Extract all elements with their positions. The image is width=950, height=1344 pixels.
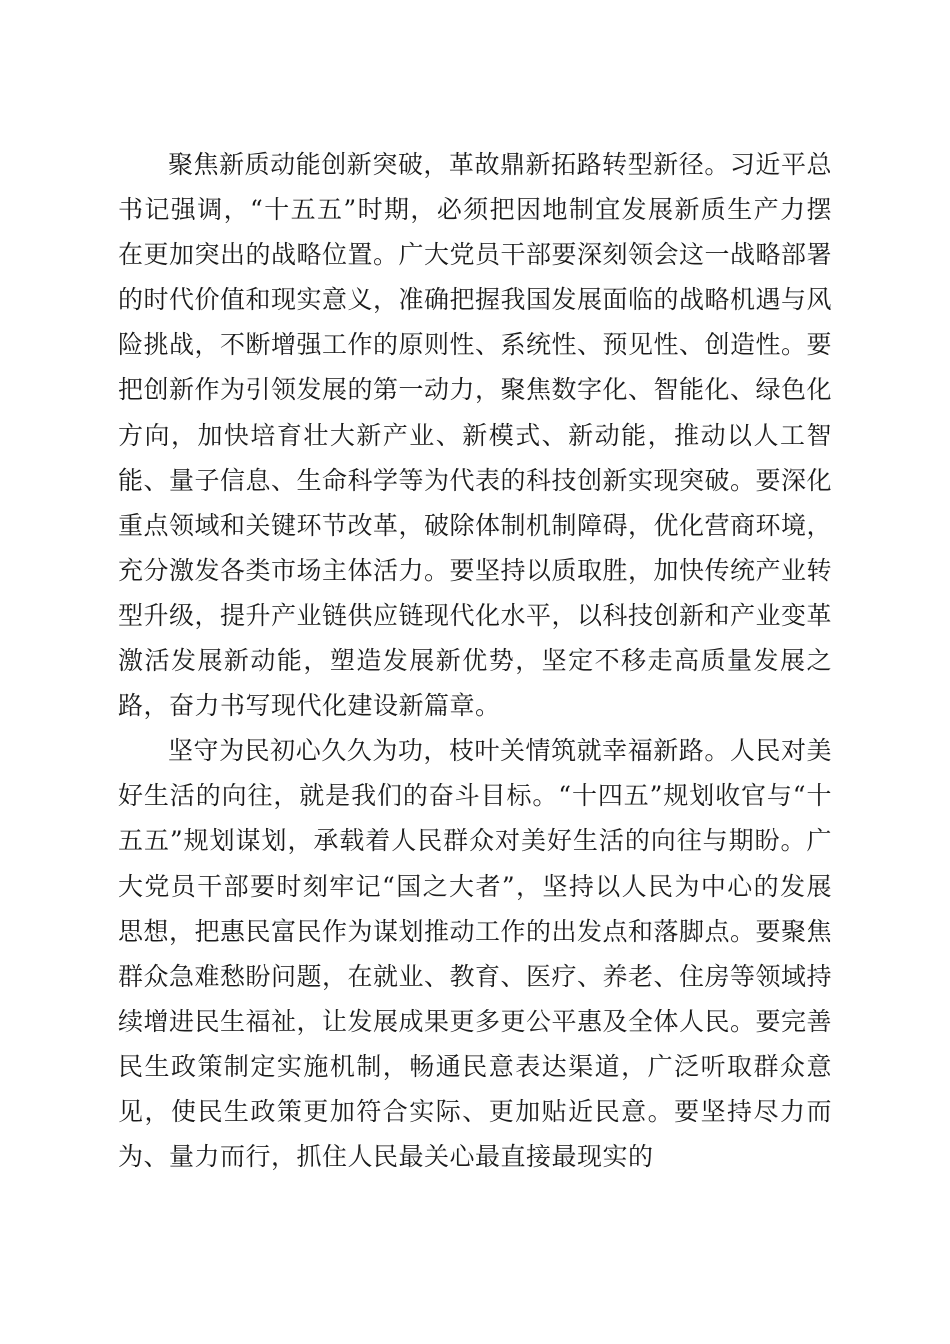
body-text [118, 142, 832, 1179]
paragraph-innovation: 聚焦新质动能创新突破，革故鼎新拓路转型新径。习近平总书记强调，“十五五”时期，必须把因地制宜发展新质生产力摆在更加突出的战略位置。广大党员干部要深刻领会这一战略部署的时代价值和现实意义，准确把握我国发展面临的战略机遇与风险挑战，不断增强工作的原则性、系统性、预见性、创造性。要把创新作为引领发展的第一动力，聚焦数字化、智能化、绿色化方向，加快培育壮大新产业、新模式、新动能，推动以人工智能、量子信息、生命科学等为代表的科技创新实现突破。要深化重点领域和关键环节改革，破除体制机制障碍，优化营商环境，充分激发各类市场主体活力。要坚持以质取胜，加快传统产业转型升级，提升产业链供应链现代化水平，以科技创新和产业变革激活发展新动能，塑造发展新优势，坚定不移走高质量发展之路，奋力书写现代化建设新篇章。 [118, 150, 833, 721]
paragraph-people: 坚守为民初心久久为功，枝叶关情筑就幸福新路。人民对美好生活的向往，就是我们的奋斗目标。“十四五”规划收官与“十五五”规划谋划，承载着人民群众对美好生活的向往与期盼。广大党员干部要时刻牢记“国之大者”，坚持以人民为中心的发展思想，把惠民富民作为谋划推动工作的出发点和落脚点。要聚焦群众急难愁盼问题，在就业、教育、医疗、养老、住房等领域持续增进民生福祉，让发展成果更多更公平惠及全体人民。要完善民生政策制定实施机制，畅通民意表达渠道，广泛听取群众意见，使民生政策更加符合实际、更加贴近民意。要坚持尽力而为、量力而行，抓住人民最关心最直接最现实的 [118, 736, 833, 1172]
